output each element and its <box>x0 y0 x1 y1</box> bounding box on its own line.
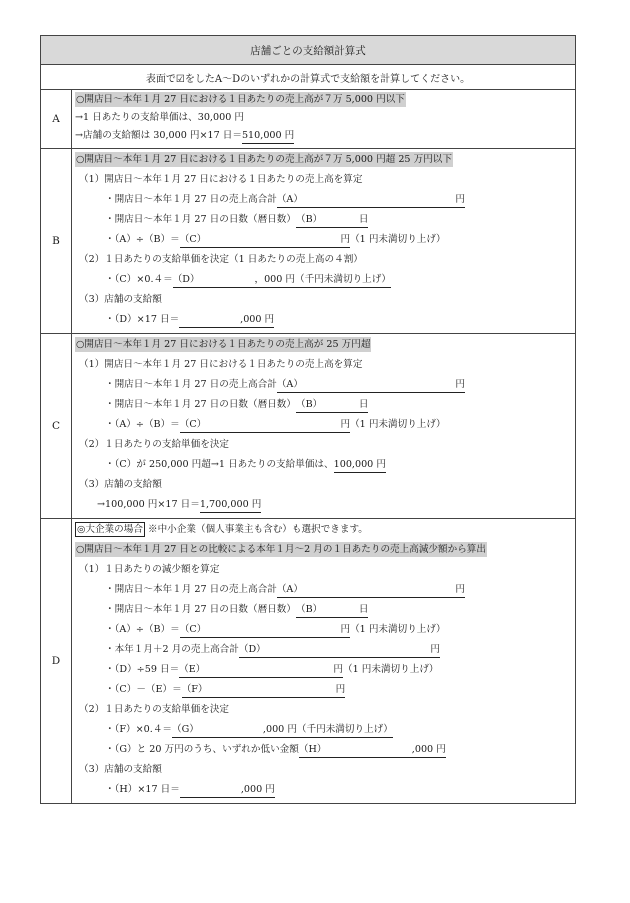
field-d[interactable]: （D） ，000 円（千円未満切り上げ） <box>173 273 391 288</box>
days-line: ・開店日～本年１月 27 日の日数（暦日数）（B） 日 <box>75 395 573 415</box>
daily-sales-line: ・（A）÷（B）＝（C） 円（1 円未満切り上げ） <box>75 415 573 435</box>
step-heading: （1）開店日～本年１月 27 日における１日あたりの売上高を算定 <box>79 359 363 370</box>
unit-price-line: →1 日あたりの支給単価は、30,000 円 <box>75 112 244 123</box>
daily-sales-line: ・（A）÷（B）＝（C） 円（1 円未満切り上げ） <box>75 230 573 250</box>
section-label: C <box>41 334 72 518</box>
jan-feb-daily-line: ・（D）÷59 日＝（E） 円（1 円未満切り上げ） <box>75 660 573 680</box>
field-f[interactable]: （F） 円 <box>182 683 346 698</box>
section-body <box>72 90 575 148</box>
field-d[interactable]: （D） 円 <box>239 643 440 658</box>
daily-sales-line: ・（A）÷（B）＝（C） 円（1 円未満切り上げ） <box>75 620 573 640</box>
section-d <box>41 519 575 803</box>
total-line: ・（H）×17 日＝ ,000 円 <box>75 780 573 800</box>
sales-total-line: ・開店日～本年１月 27 日の売上高合計（A） 円 <box>75 580 573 600</box>
total-formula: →店舗の支給額は 30,000 円×17 日＝ <box>75 130 242 141</box>
field-c[interactable]: （C） 円 <box>180 418 350 433</box>
total-line <box>75 127 573 145</box>
sales-total-line: ・開店日～本年１月 27 日の売上高合計（A） 円 <box>75 375 573 395</box>
days-line: ・開店日～本年１月 27 日の日数（暦日数）（B） 日 <box>75 210 573 230</box>
section-c <box>41 334 575 519</box>
condition-heading: ○開店日～本年１月 27 日における１日あたりの売上高が 25 万円超 <box>76 339 371 350</box>
step-heading: （2）１日あたりの支給単価を決定 <box>79 704 230 715</box>
total-line: →100,000 円×17 日＝1,700,000 円 <box>75 495 573 515</box>
field-a[interactable]: （A） 円 <box>277 378 465 393</box>
step-heading: （2）１日あたりの支給単価を決定 <box>79 439 230 450</box>
section-body <box>72 519 575 803</box>
unit-price-line: ・（C）が 250,000 円超→1 日あたりの支給単価は、100,000 円 <box>75 455 573 475</box>
field-a[interactable]: （A） 円 <box>277 583 465 598</box>
section-label: A <box>41 90 72 148</box>
condition-heading: ○開店日～本年１月 27 日における１日あたりの売上高が７万 5,000 円超 25 万円以下 <box>76 154 452 165</box>
field-c[interactable]: （C） 円 <box>180 623 350 638</box>
badge-note: ※中小企業（個人事業主も含む）も選択できます。 <box>148 524 368 535</box>
section-b <box>41 149 575 334</box>
field-b[interactable]: （B） 日 <box>296 603 368 618</box>
field-g[interactable]: （G） ,000 円（千円未満切り上げ） <box>172 723 393 738</box>
total-amount: 1,700,000 円 <box>200 498 261 513</box>
field-total[interactable]: ,000 円 <box>179 313 274 328</box>
days-line: ・開店日～本年１月 27 日の日数（暦日数）（B） 日 <box>75 600 573 620</box>
field-b[interactable]: （B） 日 <box>296 213 368 228</box>
section-label: D <box>41 519 72 803</box>
condition-heading: ○開店日～本年１月 27 日における１日あたりの売上高が７万 5,000 円以下 <box>76 94 405 105</box>
sheet-title: 店舗ごとの支給額計算式 <box>41 36 575 65</box>
step-heading: （2）１日あたりの支給単価を決定（1 日あたりの売上高の４割） <box>79 254 363 265</box>
jan-feb-sales-line: ・本年１月＋2 月の売上高合計（D） 円 <box>75 640 573 660</box>
step-heading: （1）開店日～本年１月 27 日における１日あたりの売上高を算定 <box>79 174 363 185</box>
lower-amount-line: ・（G）と 20 万円のうち、いずれか低い金額（H） ,000 円 <box>75 740 573 760</box>
sales-total-line: ・開店日～本年１月 27 日の売上高合計（A） 円 <box>75 190 573 210</box>
field-c[interactable]: （C） 円 <box>180 233 350 248</box>
section-body <box>72 149 575 333</box>
field-e[interactable]: （E） 円 <box>179 663 343 678</box>
step-heading: （3）店舗の支給額 <box>79 294 162 305</box>
field-b[interactable]: （B） 日 <box>296 398 368 413</box>
unit-price-line: ・（F）×0.４＝（G） ,000 円（千円未満切り上げ） <box>75 720 573 740</box>
field-a[interactable]: （A） 円 <box>277 193 465 208</box>
section-body <box>72 334 575 518</box>
step-heading: （1）１日あたりの減少額を算定 <box>79 564 220 575</box>
section-label: B <box>41 149 72 333</box>
total-line: ・（D）×17 日＝ ,000 円 <box>75 310 573 330</box>
decrease-line: ・（C）－（E）＝（F） 円 <box>75 680 573 700</box>
instruction-text: 表面で☑をしたA～Dのいずれかの計算式で支給額を計算してください。 <box>41 65 575 90</box>
field-h[interactable]: （H） ,000 円 <box>299 743 446 758</box>
calculation-sheet <box>40 35 576 804</box>
unit-price-line: ・（C）×0.４＝（D） ，000 円（千円未満切り上げ） <box>75 270 573 290</box>
large-company-badge: ◎大企業の場合 <box>77 524 143 535</box>
unit-price-amount: 100,000 円 <box>334 458 386 473</box>
step-heading: （3）店舗の支給額 <box>79 479 162 490</box>
condition-heading: ○開店日～本年１月 27 日との比較による本年１月～2 月の１日あたりの売上高減少額から算出 <box>76 544 486 555</box>
field-total[interactable]: ,000 円 <box>180 783 275 798</box>
section-a <box>41 90 575 149</box>
step-heading: （3）店舗の支給額 <box>79 764 162 775</box>
total-amount: 510,000 円 <box>242 129 294 144</box>
